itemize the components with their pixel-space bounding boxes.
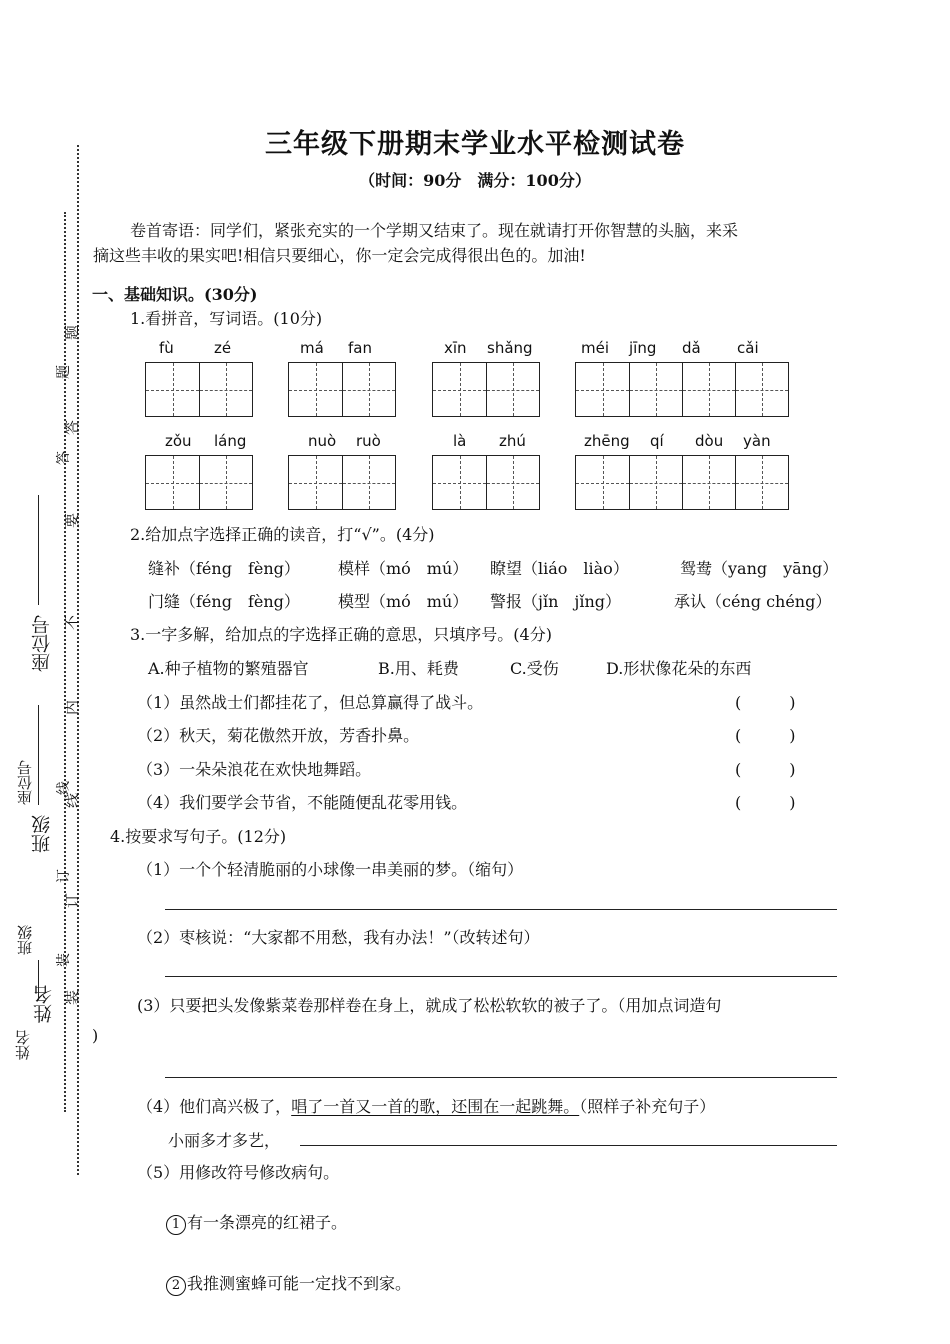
answer-line[interactable] (165, 976, 837, 977)
pinyin: má (300, 339, 324, 357)
answer-blank[interactable]: ( ) (735, 693, 796, 712)
answer-blank[interactable]: ( ) (735, 793, 796, 812)
binding-char-xian: 线 (63, 792, 82, 809)
q1-title: 1.看拼音，写词语。(10分) (130, 309, 323, 328)
answer-line[interactable] (165, 909, 837, 910)
reading-choice[interactable]: 门缝（féng fèng） (148, 592, 300, 611)
q4-title: 4.按要求写句子。(12分) (110, 827, 287, 846)
q3-option-b: B.用、耗费 (378, 659, 459, 678)
binding-char-ti-2: 题 (56, 365, 72, 379)
pinyin: xīn (444, 339, 467, 357)
answer-blank[interactable]: ( ) (735, 726, 796, 745)
page-title: 三年级下册期末学业水平检测试卷 (265, 129, 685, 160)
reading-choice[interactable]: 瞭望（liáo liào） (490, 559, 629, 578)
reading-choice[interactable]: 缝补（féng fèng） (148, 559, 300, 578)
reading-choice[interactable]: 警报（jǐn jǐng） (490, 592, 622, 611)
pinyin: fù (159, 339, 174, 357)
writing-grid[interactable] (432, 362, 540, 417)
binding-class-label-2: 班级 (31, 815, 53, 853)
number-1-circle: 1 (166, 1215, 186, 1235)
q4-sentence-2: （2）枣核说：“大家都不用愁，我有办法！”（改转述句） (137, 928, 540, 947)
binding-char-yao: 要 (63, 512, 82, 529)
binding-char-da-2: 答 (56, 451, 72, 465)
reading-choice[interactable]: 承认（céng chéng） (674, 592, 832, 611)
sick-sentence-text: 有一条漂亮的红裙子。 (187, 1213, 348, 1232)
pinyin: fan (348, 339, 372, 357)
q4-sentence-5: （5）用修改符号修改病句。 (137, 1163, 340, 1182)
writing-grid[interactable] (288, 362, 396, 417)
binding-dotted-line-outer (77, 145, 79, 1175)
section-heading: 一、基础知识。(30分) (92, 285, 258, 304)
pinyin: méi (581, 339, 610, 357)
number-2-circle: 2 (166, 1276, 186, 1296)
q3-item-2: （2）秋天，菊花傲然开放，芳香扑鼻。 (137, 726, 420, 745)
pinyin: yàn (743, 432, 771, 450)
writing-grid[interactable] (145, 455, 253, 510)
answer-blank[interactable]: ( ) (735, 760, 796, 779)
binding-char-xian-2: 线 (56, 781, 72, 795)
page-subtitle: （时间：90分 满分：100分） (359, 171, 591, 190)
binding-seat-label-2: 座位号 (31, 615, 53, 672)
answer-line[interactable] (300, 1145, 837, 1146)
q4-s4-suffix: （照样子补充句子） (579, 1097, 716, 1116)
pinyin: zhēng (584, 432, 630, 450)
binding-char-da: 答 (63, 419, 82, 436)
binding-char-nei: 内 (63, 699, 82, 716)
q3-option-d: D.形状像花朵的东西 (606, 659, 752, 678)
binding-char-ding-2: 订 (56, 869, 72, 883)
reading-choice[interactable]: 鸳鸯（yang yāng） (680, 559, 839, 578)
q4-sick-sentence-1 (166, 1210, 347, 1235)
writing-grid[interactable] (575, 455, 789, 510)
q4-s4-example: 唱了一首又一首的歌，还围在一起跳舞。 (291, 1097, 580, 1116)
q2-title: 2.给加点字选择正确的读音，打“√”。(4分) (130, 525, 435, 544)
q4-sentence-4 (137, 1094, 715, 1117)
binding-seat-line (38, 495, 40, 605)
pinyin: nuò (308, 432, 337, 450)
q3-item-3: （3）一朵朵浪花在欢快地舞蹈。 (137, 760, 372, 779)
binding-dotted-line-inner (64, 212, 66, 1112)
binding-char-ti: 题 (63, 324, 82, 341)
answer-line[interactable] (165, 1077, 837, 1078)
binding-class-label: 班级 (16, 925, 34, 955)
pinyin: jīng (629, 339, 657, 357)
binding-class-line (38, 705, 40, 805)
binding-name-line (38, 960, 40, 1000)
q3-item-4: （4）我们要学会节省，不能随便乱花零用钱。 (137, 793, 468, 812)
pinyin: qí (650, 432, 664, 450)
q4-sentence-4-line2: 小丽多才多艺， (168, 1131, 281, 1150)
pinyin: cǎi (737, 339, 759, 357)
q4-sentence-3: (3）只要把头发像紫菜卷那样卷在身上，就成了松松软软的被子了。（用加点词造句 (137, 996, 722, 1015)
binding-char-zhuang: 装 (63, 989, 82, 1006)
pinyin: là (453, 432, 467, 450)
q3-item-1: （1）虽然战士们都挂花了，但总算赢得了战斗。 (137, 693, 484, 712)
pinyin: zhú (499, 432, 526, 450)
pinyin: láng (214, 432, 247, 450)
writing-grid[interactable] (145, 362, 253, 417)
writing-grid[interactable] (288, 455, 396, 510)
q3-option-a: A.种子植物的繁殖器官 (148, 659, 309, 678)
intro-line-1: 卷首寄语：同学们，紧张充实的一个学期又结束了。现在就请打开你智慧的头脑，来采 (130, 221, 739, 240)
writing-grid[interactable] (432, 455, 540, 510)
pinyin: zǒu (165, 432, 192, 450)
q4-s4-prefix: （4）他们高兴极了， (137, 1097, 292, 1116)
binding-name-label-2: 姓名 (33, 985, 55, 1023)
q3-title: 3.一字多解，给加点的字选择正确的意思，只填序号。(4分) (130, 625, 552, 644)
binding-char-bu: 不 (63, 614, 82, 631)
pinyin: shǎng (487, 339, 533, 357)
writing-grid[interactable] (575, 362, 789, 417)
binding-char-ding: 订 (63, 892, 82, 909)
q4-sick-sentence-2 (166, 1271, 411, 1296)
q3-option-c: C.受伤 (510, 659, 559, 678)
reading-choice[interactable]: 模样（mó mú） (338, 559, 469, 578)
q4-sentence-1: （1）一个个轻清脆丽的小球像一串美丽的梦。（缩句） (137, 860, 524, 879)
pinyin: ruò (356, 432, 381, 450)
binding-name-label: 姓名 (14, 1030, 32, 1060)
binding-char-zhuang-2: 装 (56, 953, 72, 967)
pinyin: dòu (695, 432, 724, 450)
pinyin: dǎ (682, 339, 701, 357)
q4-sentence-3-end: ) (92, 1026, 99, 1045)
reading-choice[interactable]: 模型（mó mú） (338, 592, 469, 611)
pinyin: zé (214, 339, 232, 357)
sick-sentence-text: 我推测蜜蜂可能一定找不到家。 (187, 1274, 412, 1293)
binding-seat-label: 座位号 (16, 760, 34, 805)
intro-line-2: 摘这些丰收的果实吧!相信只要细心，你一定会完成得很出色的。加油! (93, 246, 586, 265)
